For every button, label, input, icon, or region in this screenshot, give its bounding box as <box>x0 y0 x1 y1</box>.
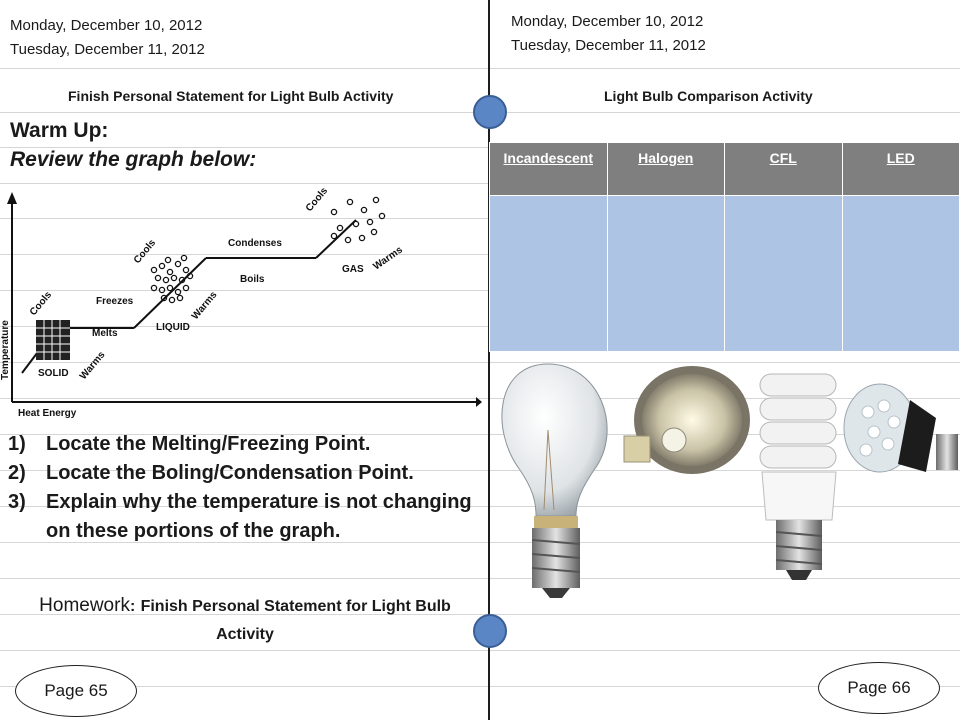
cools-label-2: Cools <box>131 237 159 266</box>
table-cell <box>725 196 843 352</box>
incandescent-bulb-image <box>502 364 607 598</box>
freezes-label: Freezes <box>96 296 134 307</box>
homework-text: Finish Personal Statement for Light Bulb Activity <box>140 598 451 643</box>
homework-label: Homework <box>39 595 130 616</box>
instruction-item <box>8 459 483 488</box>
warms-label-2: Warms <box>189 289 220 322</box>
x-axis-label: Heat Energy <box>18 408 77 419</box>
left-page-number: Page 65 <box>15 665 137 717</box>
condenses-label: Condenses <box>228 238 282 249</box>
instruction-number: 3) <box>8 491 26 513</box>
left-date-2: Tuesday, December 11, 2012 <box>10 41 205 58</box>
instruction-item <box>8 430 483 459</box>
header-halogen: Halogen <box>607 143 725 196</box>
boils-label: Boils <box>240 274 265 285</box>
y-axis-label: Temperature <box>0 320 11 380</box>
liquid-particles <box>151 255 192 302</box>
instruction-list <box>8 430 483 546</box>
right-dates <box>511 10 706 58</box>
instruction-text: Locate the Melting/Freezing Point. <box>46 433 371 455</box>
binder-ring-top <box>473 95 507 129</box>
warms-label-3: Warms <box>371 244 405 273</box>
solid-label: SOLID <box>38 368 69 379</box>
warm-up-heading: Warm Up: <box>10 119 109 142</box>
warms-label-1: Warms <box>77 349 108 382</box>
solid-particles <box>36 320 70 360</box>
header-incandescent: Incandescent <box>490 143 608 196</box>
halogen-bulb-image <box>624 366 750 474</box>
left-date-1: Monday, December 10, 2012 <box>10 17 203 34</box>
right-date-1: Monday, December 10, 2012 <box>511 13 704 30</box>
right-page-title: Light Bulb Comparison Activity <box>604 88 813 104</box>
warm-up-block <box>10 116 256 174</box>
table-cell <box>607 196 725 352</box>
homework-colon: : <box>129 598 136 615</box>
header-cfl: CFL <box>725 143 843 196</box>
heating-curve-graph <box>0 180 482 420</box>
gas-label: GAS <box>342 264 364 275</box>
right-date-2: Tuesday, December 11, 2012 <box>511 37 706 54</box>
cools-label-1: Cools <box>27 289 55 318</box>
melts-label: Melts <box>92 328 118 339</box>
light-bulbs-photo <box>496 360 960 600</box>
header-led: LED <box>842 143 960 196</box>
liquid-label: LIQUID <box>156 322 190 333</box>
bulb-comparison-table <box>489 142 960 352</box>
table-cell <box>842 196 960 352</box>
instruction-item <box>8 488 483 546</box>
left-page-title: Finish Personal Statement for Light Bulb Activity <box>68 88 394 104</box>
instruction-number: 2) <box>8 462 26 484</box>
instruction-text: Locate the Boling/Condensation Point. <box>46 462 414 484</box>
right-page-number: Page 66 <box>818 662 940 714</box>
instruction-number: 1) <box>8 433 26 455</box>
left-dates <box>10 14 205 62</box>
review-prompt: Review the graph below: <box>10 148 257 171</box>
instruction-text: Explain why the temperature is not changing on these portions of the graph. <box>46 491 472 542</box>
led-bulb-image <box>844 384 958 472</box>
cfl-bulb-image <box>760 374 836 580</box>
cools-label-3: Cools <box>303 185 331 214</box>
homework-block <box>10 592 480 648</box>
table-cell <box>490 196 608 352</box>
